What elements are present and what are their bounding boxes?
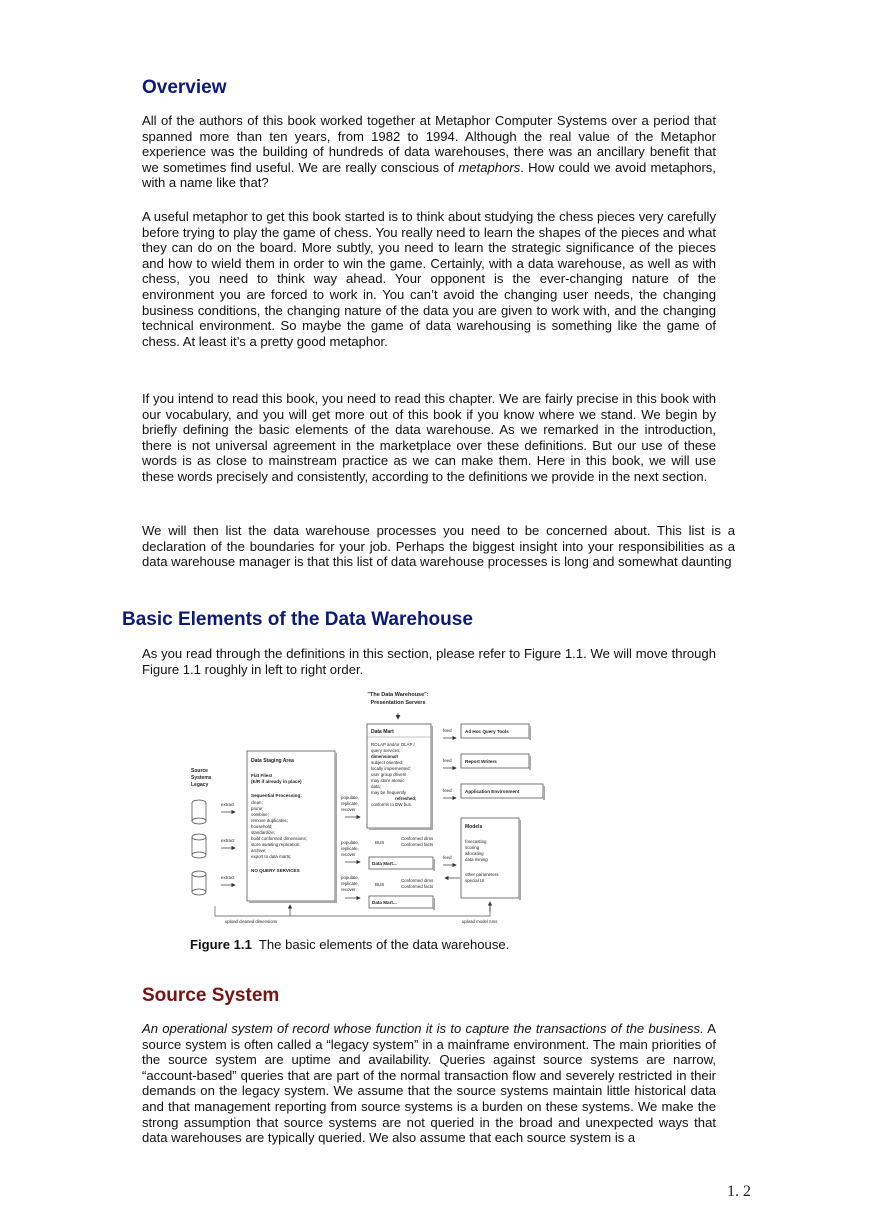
feed-label-4: feed: [443, 855, 452, 860]
overview-paragraph-1: All of the authors of this book worked together at Metaphor Computer Systems over a period that spanned more than ten years, from 1982 to 1994. Although the real value of the Metaphor experience was the building of hundreds of data warehouses, there was an ancillary benefit that we sometimes find useful. We are really conscious of metaphors. How could we avoid metaphors, with a name like that?: [142, 113, 716, 191]
models-line: scoring: [465, 845, 480, 850]
source-label-1: Source: [191, 768, 208, 774]
overview-paragraph-4: We will then list the data warehouse processes you need to be concerned about. This list is a declaration of the boundaries for your job. Perhaps the biggest insight into your responsibilities as a data warehouse manager is that this list of data warehouse processes is long and somewhat daunting: [142, 523, 735, 570]
mart-line: query services;: [371, 748, 401, 753]
tool-label-3: Application Environment: [465, 789, 520, 794]
populate-label-1c: recover: [341, 807, 356, 812]
legacy-database-icon-1: [192, 800, 206, 824]
staging-line: store awaiting replication;: [251, 842, 301, 847]
staging-line: standardize;: [251, 830, 275, 835]
upload-models-label: upload model runs: [462, 919, 498, 924]
populate-label-3c: recover: [341, 887, 356, 892]
mart-line: conforms to DW bus.: [371, 802, 412, 807]
models-line: allocating: [465, 851, 484, 856]
source-system-heading: Source System: [142, 985, 280, 1006]
overview-paragraph-3: If you intend to read this book, you need to read this chapter. We are fairly precise in this book with our vocabulary, and you will get more out of this book if you know where we stand. We begin by briefly defining the basic elements of the data warehouse. As we remarked in the introduction, there is not universal agreement in the marketplace over these definitions. But our use of these words is as close to mainstream practice as we can make them. Here in this book, we will use these words precisely and consistently, according to the definitions we provide in the next section.: [142, 391, 716, 484]
staging-line: prune;: [251, 806, 264, 811]
extract-label-1: extract: [221, 802, 235, 807]
figure-data-warehouse-diagram: [185, 686, 550, 926]
mart-line: locally implemented;: [371, 766, 411, 771]
overview-heading: Overview: [142, 77, 227, 98]
bus-label-2: BUS: [375, 882, 385, 887]
models-line: special UI: [465, 878, 485, 883]
populate-label-2c: recover: [341, 852, 356, 857]
mart-line: dimensional!: [371, 754, 399, 759]
populate-label-3b: replicate,: [341, 881, 359, 886]
populate-label-2b: replicate,: [341, 846, 359, 851]
mart-line: may be frequently: [371, 790, 406, 795]
source-system-paragraph: An operational system of record whose function it is to capture the transactions of the business. A source system is often called a “legacy system” in a mainframe environment. The main priorities of the source system are uptime and availability. Queries against source systems are narrow, “account-based” queries that are part of the normal transaction flow and severely restricted in their demands on the legacy system. We assume that the source systems maintain little historical data and that management reporting from source systems is a burden on these systems. We make the strong assumption that source systems are not queried in the broad and unexpected ways that data warehouses are typically queried. We also assume that each source system is a: [142, 1021, 717, 1146]
staging-line: export to data marts;: [251, 854, 292, 859]
staging-line: Sequential Processing:: [251, 793, 302, 798]
mart-line: ROLAP and/or OLAP /: [371, 742, 415, 747]
tool-label-1: Ad Hoc Query Tools: [465, 729, 509, 734]
extract-label-3: extract: [221, 875, 235, 880]
staging-line: household;: [251, 824, 273, 829]
staging-title: Data Staging Area: [251, 758, 294, 764]
diagram-top-label-1: "The Data Warehouse":: [367, 692, 429, 698]
data-mart-title: Data Mart: [371, 729, 394, 735]
upload-dims-label: upload cleaned dimensions: [225, 919, 278, 924]
staging-line: Flat Files!: [251, 773, 273, 778]
populate-label-3a: populate,: [341, 875, 360, 880]
mart-line: user group driven!: [371, 772, 407, 777]
staging-line: build conformed dimensions;: [251, 836, 307, 841]
bus-label-1: BUS: [375, 840, 385, 845]
staging-line: archive;: [251, 848, 267, 853]
extract-label-2: extract: [221, 838, 235, 843]
feed-label-2: feed: [443, 758, 452, 763]
data-mart-small-label-2: Data Mart...: [372, 900, 397, 905]
mart-line: data;: [371, 784, 381, 789]
feed-label-3: feed: [443, 788, 452, 793]
models-line: forecasting: [465, 839, 487, 844]
populate-label-1a: populate,: [341, 795, 360, 800]
conformed-facts-2: Conformed facts: [401, 884, 434, 889]
staging-line: remove duplicates;: [251, 818, 288, 823]
staging-line: (E/R if already in place): [251, 779, 302, 784]
conformed-facts-1: Conformed facts: [401, 842, 434, 847]
conformed-dims-2: Conformed dims: [401, 878, 434, 883]
models-title: Models: [465, 824, 483, 830]
data-mart-small-label-1: Data Mart...: [372, 861, 397, 866]
source-label-3: Legacy: [191, 782, 209, 788]
basic-elements-heading: Basic Elements of the Data Warehouse: [122, 609, 473, 630]
tool-label-2: Report Writers: [465, 759, 497, 764]
source-label-2: Systems: [191, 775, 212, 781]
legacy-database-icon-3: [192, 871, 206, 895]
legacy-database-icon-2: [192, 834, 206, 858]
populate-label-1b: replicate,: [341, 801, 359, 806]
models-line: other parameters: [465, 872, 499, 877]
diagram-top-label-2: Presentation Servers: [370, 700, 426, 706]
feed-label-1: feed: [443, 728, 452, 733]
basic-elements-paragraph: As you read through the definitions in this section, please refer to Figure 1.1. We will move through Figure 1.1 roughly in left to right order.: [142, 646, 716, 677]
models-line: data mining: [465, 857, 488, 862]
mart-line: subject oriented;: [371, 760, 404, 765]
conformed-dims-1: Conformed dims: [401, 836, 434, 841]
overview-paragraph-2: A useful metaphor to get this book started is to think about studying the chess pieces very carefully before trying to play the game of chess. You really need to learn the shapes of the pieces and what they can do on the board. More subtly, you need to learn the strategic significance of the pieces and how to wield them in order to win the game. Certainly, with a data warehouse, as well as with chess, you need to think way ahead. Your opponent is the ever-changing nature of the environment you are forced to work in. You can’t avoid the changing user needs, the changing business conditions, the changing nature of the data you are given to work with, and the changing technical environment. So maybe the game of data warehousing is something like the game of chess. At least it’s a pretty good metaphor.: [142, 209, 716, 349]
staging-line: clean;: [251, 800, 263, 805]
mart-line: may store atomic: [371, 778, 405, 783]
page-number: 1. 2: [727, 1183, 751, 1200]
staging-line: combine;: [251, 812, 269, 817]
populate-label-2a: populate,: [341, 840, 360, 845]
mart-line: refreshed;: [395, 796, 417, 801]
figure-caption: Figure 1.1 The basic elements of the data warehouse.: [190, 937, 510, 952]
staging-line: NO QUERY SERVICES: [251, 868, 300, 873]
